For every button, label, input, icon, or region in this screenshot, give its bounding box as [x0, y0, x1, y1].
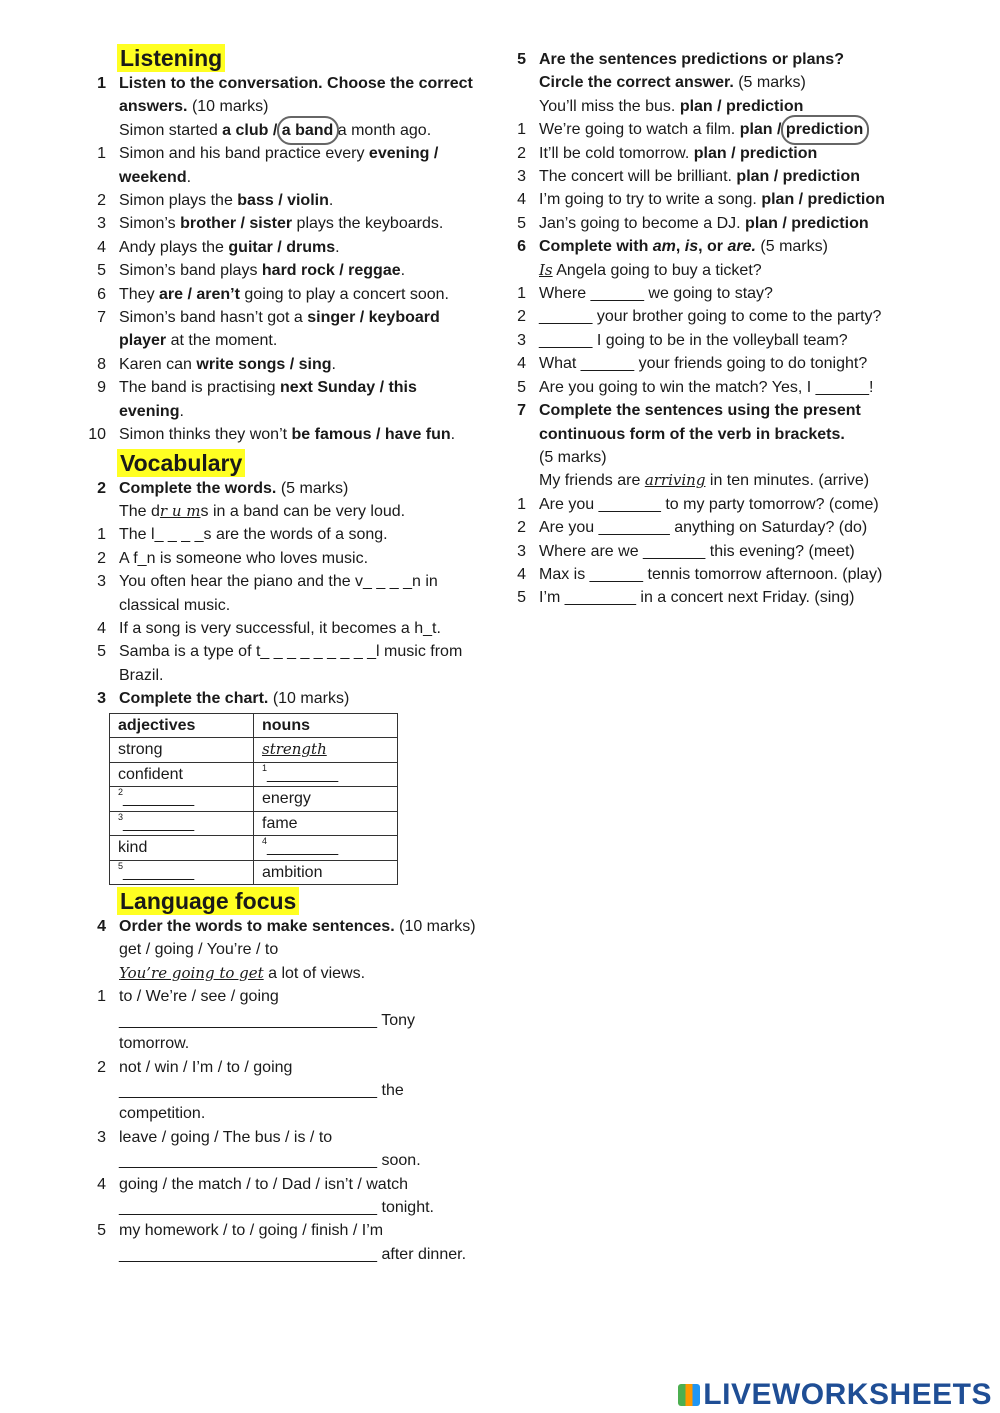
handwritten-answer: You’re going to get — [119, 963, 264, 982]
chart-cell-adj: $^5$________ — [110, 860, 254, 885]
q1-item: 1 Simon and his band practice every evening / weekend. — [97, 145, 439, 186]
chart-cell-noun: energy — [254, 787, 398, 812]
handwritten-answer: Is — [539, 260, 553, 279]
q7-item: 3 Where are we _______ this evening? (meet) — [517, 542, 855, 560]
handwritten-answer: r u m — [159, 501, 201, 520]
answer-blank[interactable]: _____________________________ — [119, 1011, 378, 1029]
q7-item: 2 Are you ________ anything on Saturday? (do) — [517, 519, 868, 537]
circled-answer: a band — [282, 119, 334, 142]
q5-item: 5 Jan’s going to become a DJ. plan / prediction — [517, 214, 869, 232]
adjective-noun-chart — [109, 713, 398, 886]
chart-header-adjectives: adjectives — [110, 713, 254, 738]
q1-item: 2 Simon plays the bass / violin. — [97, 192, 334, 210]
q5-item: 4 I’m going to try to write a song. plan / prediction — [517, 191, 885, 209]
q1-item: 6 They are / aren’t going to play a concert soon. — [97, 285, 449, 303]
q1-example: Simon started a club / a band a month ago. — [80, 119, 480, 142]
q3-instruction: 3 Complete the chart. (10 marks) — [97, 690, 350, 708]
q2-item: 4 If a song is very successful, it becomes a h_t. — [97, 619, 441, 637]
chart-cell-adj: $^2$________ — [110, 787, 254, 812]
q4-instruction: 4 Order the words to make sentences. (10 marks) — [97, 918, 476, 936]
q1-item: 3 Simon’s brother / sister plays the keyboards. — [97, 215, 444, 233]
chart-cell-noun: ambition — [254, 860, 398, 885]
q6-item: 4 What ______ your friends going to do tonight? — [517, 355, 868, 373]
q5-item: 2 It’ll be cold tomorrow. plan / prediction — [517, 144, 818, 162]
q6-instruction: 6 Complete with am, is, or are. (5 marks) — [517, 238, 828, 256]
q2-item: 5 Samba is a type of t_ _ _ _ _ _ _ _ _l music from Brazil. — [97, 643, 463, 684]
chart-cell-noun: strength — [254, 738, 398, 763]
q6-item: 5 Are you going to win the match? Yes, I ______! — [517, 378, 874, 396]
chart-cell-adj: kind — [110, 836, 254, 861]
q7-example: My friends are arriving in ten minutes. (arrive) — [539, 471, 870, 490]
q4-item: 2 not / win / I’m / to / going _____________________________ the competition. — [97, 1058, 404, 1123]
q6-item: 2 ______ your brother going to come to the party? — [517, 308, 882, 326]
chart-cell-adj: strong — [110, 738, 254, 763]
chart-row — [110, 787, 398, 812]
q7-item: 4 Max is ______ tennis tomorrow afternoon. (play) — [517, 565, 883, 583]
logo-icon — [678, 1384, 700, 1406]
answer-blank[interactable]: _____________________________ — [119, 1245, 378, 1263]
q5-item: 3 The concert will be brilliant. plan / prediction — [517, 168, 860, 186]
chart-row — [110, 811, 398, 836]
q6-item: 1 Where ______ we going to stay? — [517, 285, 773, 303]
chart-cell-noun: fame — [254, 811, 398, 836]
chart-row — [110, 860, 398, 885]
q5-item: 1 We’re going to watch a film. plan / prediction — [500, 118, 900, 141]
q4-example-words: get / going / You’re / to — [119, 941, 279, 959]
right-column — [500, 48, 900, 610]
q4-item: 4 going / the match / to / Dad / isn’t / watch _____________________________ tonight. — [97, 1175, 434, 1216]
chart-row — [110, 762, 398, 787]
q1-item: 7 Simon’s band hasn’t got a singer / keyboard player at the moment. — [97, 309, 440, 350]
q6-example: Is Angela going to buy a ticket? — [539, 260, 762, 279]
circled-answer: prediction — [786, 118, 863, 141]
q7-instruction: 7 Complete the sentences using the present continuous form of the verb in brackets. (5 marks) — [517, 402, 861, 466]
q2-example: The dr u ms in a band can be very loud. — [119, 501, 406, 520]
q7-item: 1 Are you _______ to my party tomorrow? (come) — [517, 495, 879, 513]
q1-item: 5 Simon’s band plays hard rock / reggae. — [97, 262, 406, 280]
q4-item: 5 my homework / to / going / finish / I’m _____________________________ after dinner. — [97, 1222, 467, 1263]
q1-item: 9 The band is practising next Sunday / this evening. — [97, 379, 417, 420]
q2-item: 2 A f_n is someone who loves music. — [97, 549, 369, 567]
chart-cell-noun: $^1$________ — [254, 762, 398, 787]
left-column — [80, 44, 480, 1266]
chart-cell-adj: confident — [110, 762, 254, 787]
q1-item: 4 Andy plays the guitar / drums. — [97, 238, 340, 256]
q4-item: 3 leave / going / The bus / is / to _____________________________ soon. — [97, 1128, 421, 1170]
liveworksheets-logo[interactable]: LIVEWORKSHEETS — [678, 1378, 992, 1412]
q4-item: 1 to / We’re / see / going _____________________________ Tony tomorrow. — [97, 988, 416, 1053]
q1-item: 8 Karen can write songs / sing. — [97, 355, 336, 373]
handwritten-answer: arriving — [644, 471, 706, 490]
answer-blank[interactable]: _____________________________ — [119, 1198, 378, 1216]
chart-cell-adj: $^3$________ — [110, 811, 254, 836]
q2-item: 1 The l_ _ _ _s are the words of a song. — [97, 526, 388, 544]
q6-item: 3 ______ I going to be in the volleyball team? — [517, 331, 848, 349]
q7-item: 5 I’m ________ in a concert next Friday. (sing) — [517, 589, 855, 607]
answer-blank[interactable]: _____________________________ — [119, 1081, 378, 1099]
q4-example-answer: You’re going to get a lot of views. — [119, 963, 366, 982]
q1-instruction: 1 Listen to the conversation. Choose the correct answers. (10 marks) — [97, 75, 473, 116]
listening-heading: Listening — [117, 44, 225, 72]
chart-row — [110, 836, 398, 861]
q5-instruction: 5 Are the sentences predictions or plans? Circle the correct answer. (5 marks) — [517, 51, 844, 92]
language-focus-heading: Language focus — [117, 887, 299, 915]
chart-row — [110, 738, 398, 763]
q2-instruction: 2 Complete the words. (5 marks) — [97, 479, 349, 497]
vocabulary-heading: Vocabulary — [117, 449, 245, 477]
q1-item: 10 Simon thinks they won’t be famous / have fun. — [88, 426, 456, 444]
q2-item: 3 You often hear the piano and the v_ _ _ _n in classical music. — [97, 573, 438, 614]
chart-header-nouns: nouns — [254, 713, 398, 738]
chart-cell-noun: $^4$________ — [254, 836, 398, 861]
answer-blank[interactable]: _____________________________ — [119, 1152, 378, 1170]
q5-example: You’ll miss the bus. plan / prediction — [539, 97, 804, 115]
